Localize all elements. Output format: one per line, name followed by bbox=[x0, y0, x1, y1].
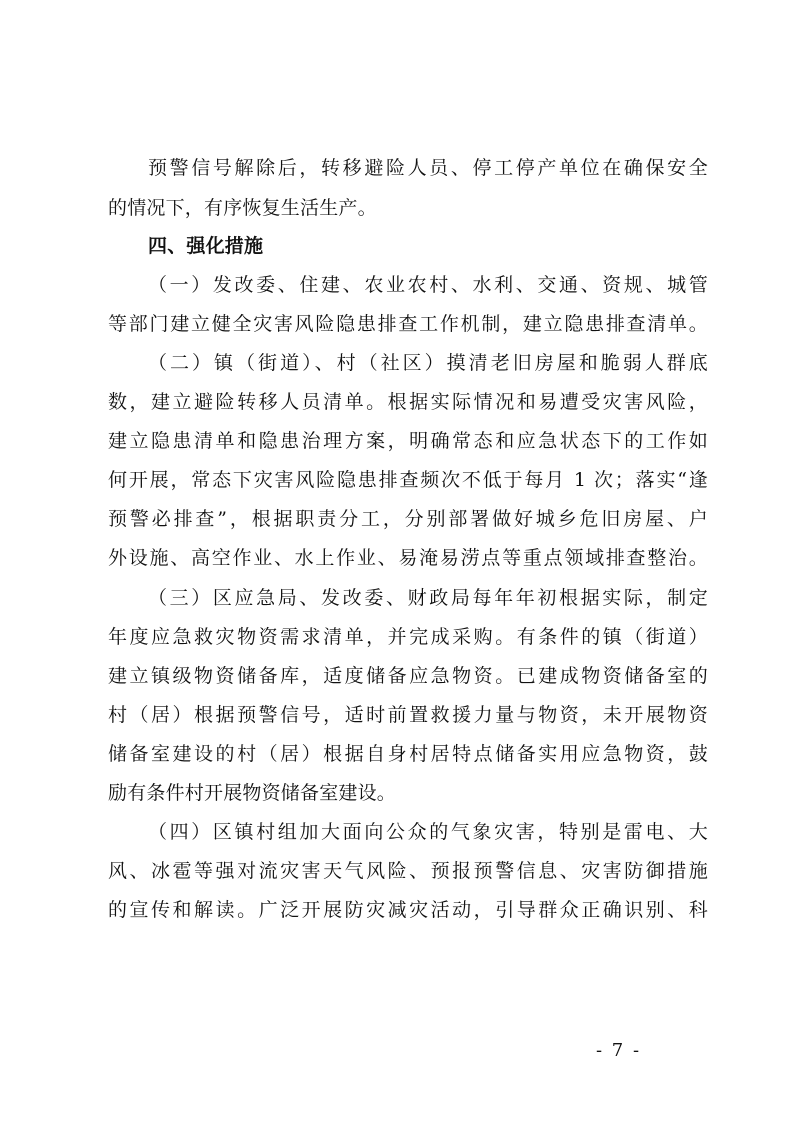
paragraph-line: 建立镇级物资储备库，适度储备应急物资。已建成物资储备室的 bbox=[108, 665, 708, 687]
paragraph-line: 年度应急救灾物资需求清单，并完成采购。有条件的镇（街道） bbox=[108, 626, 708, 648]
paragraph-line: 何开展，常态下灾害风险隐患排查频次不低于每月 1 次；落实“逢 bbox=[108, 469, 708, 491]
paragraph-line: 的情况下，有序恢复生活生产。 bbox=[108, 197, 377, 219]
paragraph-line: （四）区镇村组加大面向公众的气象灾害，特别是雷电、大 bbox=[148, 821, 708, 843]
paragraph-line: （一）发改委、住建、农业农村、水利、交通、资规、城管 bbox=[148, 274, 708, 296]
paragraph-line: 预警必排查”，根据职责分工，分别部署做好城乡危旧房屋、户 bbox=[108, 508, 708, 530]
paragraph-line: 储备室建设的村（居）根据自身村居特点储备实用应急物资，鼓 bbox=[108, 743, 708, 765]
paragraph-line: 建立隐患清单和隐患治理方案，明确常态和应急状态下的工作如 bbox=[108, 430, 708, 452]
paragraph-line: （二）镇（街道）、村（社区）摸清老旧房屋和脆弱人群底 bbox=[148, 352, 708, 374]
paragraph-line: 外设施、高空作业、水上作业、易淹易涝点等重点领域排查整治。 bbox=[108, 547, 708, 569]
paragraph-line: 风、冰雹等强对流灾害天气风险、预报预警信息、灾害防御措施 bbox=[108, 860, 708, 882]
paragraph-line: （三）区应急局、发改委、财政局每年年初根据实际，制定 bbox=[148, 587, 708, 609]
paragraph-line: 村（居）根据预警信号，适时前置救援力量与物资，未开展物资 bbox=[108, 704, 708, 726]
paragraph-line: 等部门建立健全灾害风险隐患排查工作机制，建立隐患排查清单。 bbox=[108, 313, 708, 335]
paragraph-line: 数，建立避险转移人员清单。根据实际情况和易遭受灾害风险， bbox=[108, 391, 708, 413]
paragraph-line: 励有条件村开展物资储备室建设。 bbox=[108, 782, 397, 804]
paragraph-line: 的宣传和解读。广泛开展防灾减灾活动，引导群众正确识别、科 bbox=[108, 899, 708, 921]
paragraph-line: 预警信号解除后，转移避险人员、停工停产单位在确保安全 bbox=[148, 157, 708, 179]
section-heading: 四、强化措施 bbox=[148, 235, 264, 257]
page-number: - 7 - bbox=[596, 1040, 642, 1061]
